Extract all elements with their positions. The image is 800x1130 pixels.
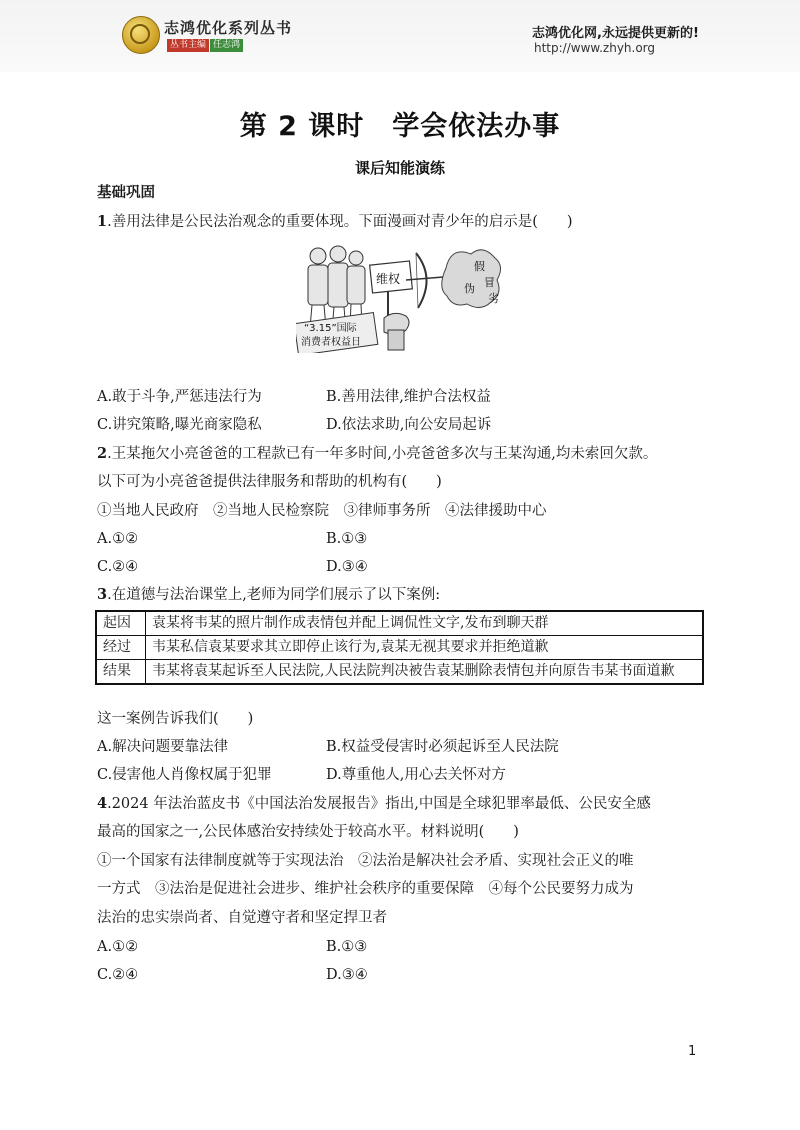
page-header xyxy=(0,0,800,72)
header-url[interactable]: http://www.zhyh.org xyxy=(534,41,656,55)
cartoon-banner-line1: “3.15”国际 xyxy=(304,323,357,334)
header-slogan: 志鸿优化网,永远提供更新的! xyxy=(532,26,699,41)
case-label-cause: 起因 xyxy=(96,611,146,636)
cartoon-figure xyxy=(296,238,501,353)
question-4-stem-line1: 4.2024 年法治蓝皮书《中国法治发展报告》指出,中国是全球犯罪率最低、公民安全感 xyxy=(97,795,651,812)
question-2-option-a[interactable]: A.①② xyxy=(97,531,139,547)
question-4-choices-line1: ①一个国家有法律制度就等于实现法治 ②法治是解决社会矛盾、实现社会正义的唯 xyxy=(97,853,634,869)
cartoon-sign-text: 维权 xyxy=(376,272,401,286)
case-text-result: 韦某将袁某起诉至人民法院,人民法院判决被告袁某删除表情包并向原告韦某书面道歉 xyxy=(146,660,704,685)
cartoon-cloud-char-3: 伪 xyxy=(464,282,475,295)
case-text-process: 韦某私信袁某要求其立即停止该行为,袁某无视其要求并拒绝道歉 xyxy=(146,636,704,660)
page-title: 第 2 课时 学会依法办事 xyxy=(239,111,561,142)
table-row xyxy=(96,636,703,660)
table-row xyxy=(96,611,703,636)
question-3-option-d[interactable]: D.尊重他人,用心去关怀对方 xyxy=(326,767,506,783)
editor-name: 任志鸿 xyxy=(210,39,243,52)
cartoon-cloud-char-2: 冒 xyxy=(484,276,495,289)
question-1-option-c[interactable]: C.讲究策略,曝光商家隐私 xyxy=(97,417,262,433)
publisher-logo-icon xyxy=(122,16,160,54)
question-3-option-b[interactable]: B.权益受侵害时必须起诉至人民法院 xyxy=(326,739,559,755)
question-1-option-a[interactable]: A.敢于斗争,严惩违法行为 xyxy=(97,389,262,405)
question-4-option-a[interactable]: A.①② xyxy=(97,939,139,955)
case-label-result: 结果 xyxy=(96,660,146,685)
case-table xyxy=(95,610,704,685)
question-4-choices-line3: 法治的忠实崇尚者、自觉遵守者和坚定捍卫者 xyxy=(97,910,387,926)
table-row xyxy=(96,660,703,685)
question-4-choices-line2: 一方式 ③法治是促进社会进步、维护社会秩序的重要保障 ④每个公民要努力成为 xyxy=(97,881,634,897)
cartoon-banner-line2: 消费者权益日 xyxy=(301,337,361,348)
question-2-stem-line1: 2.王某拖欠小亮爸爸的工程款已有一年多时间,小亮爸爸多次与王某沟通,均未索回欠款。 xyxy=(97,445,658,462)
question-4-option-b[interactable]: B.①③ xyxy=(326,939,368,955)
question-4-option-c[interactable]: C.②④ xyxy=(97,967,139,983)
question-3-prompt: 这一案例告诉我们( ) xyxy=(97,711,254,727)
section-heading: 基础巩固 xyxy=(97,185,155,201)
question-1-stem: 1.善用法律是公民法治观念的重要体现。下面漫画对青少年的启示是( ) xyxy=(97,213,573,230)
question-1-option-b[interactable]: B.善用法律,维护合法权益 xyxy=(326,389,491,405)
cartoon-cloud-char-4: 劣 xyxy=(488,292,499,305)
cartoon-cloud-char-1: 假 xyxy=(474,260,485,273)
case-text-cause: 袁某将韦某的照片制作成表情包并配上调侃性文字,发布到聊天群 xyxy=(146,611,704,636)
question-2-option-b[interactable]: B.①③ xyxy=(326,531,368,547)
series-title: 志鸿优化系列丛书 xyxy=(164,19,293,37)
case-label-process: 经过 xyxy=(96,636,146,660)
page-subtitle: 课后知能演练 xyxy=(354,159,445,177)
question-2-option-d[interactable]: D.③④ xyxy=(326,559,368,575)
page-number: 1 xyxy=(688,1044,697,1059)
question-2-option-c[interactable]: C.②④ xyxy=(97,559,139,575)
question-3-option-a[interactable]: A.解决问题要靠法律 xyxy=(97,739,229,755)
question-1-option-d[interactable]: D.依法求助,向公安局起诉 xyxy=(326,417,492,433)
question-2-stem-line2: 以下可为小亮爸爸提供法律服务和帮助的机构有( ) xyxy=(97,474,442,490)
question-2-choices: ①当地人民政府 ②当地人民检察院 ③律师事务所 ④法律援助中心 xyxy=(97,503,547,519)
question-3-option-c[interactable]: C.侵害他人肖像权属于犯罪 xyxy=(97,767,272,783)
editor-label: 丛书主编 xyxy=(167,39,209,52)
question-3-stem: 3.在道德与法治课堂上,老师为同学们展示了以下案例: xyxy=(97,586,441,603)
question-4-stem-line2: 最高的国家之一,公民体感治安持续处于较高水平。材料说明( ) xyxy=(97,824,519,840)
question-4-option-d[interactable]: D.③④ xyxy=(326,967,368,983)
